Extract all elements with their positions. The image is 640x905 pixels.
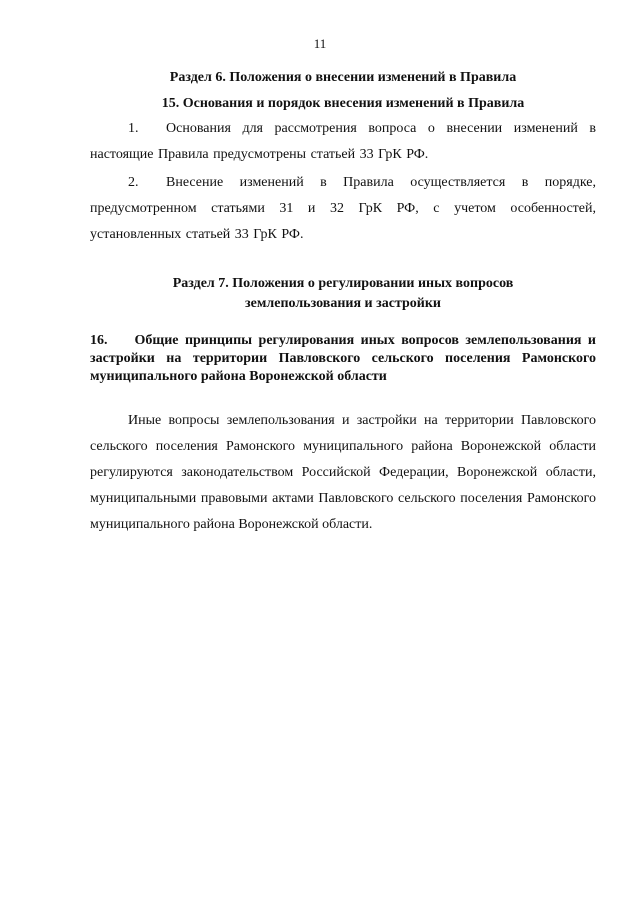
article-16-text: Иные вопросы землепользования и застройки на территории Павловского сельского поселения Рамонского муниципального района Воронежской области регулируются законодательством Российской Федерации, Воронежской области, муниципальными правовыми актами Павловского сельского поселения Рамонского муниципального района Воронежской области. (90, 413, 596, 532)
item-2-number: 2. (128, 175, 139, 190)
section-7-title (90, 274, 596, 314)
item-1-text: Основания для рассмотрения вопроса о внесении изменений в настоящие Правила предусмотрены статьей 33 ГрК РФ. (90, 121, 596, 162)
item-1-number: 1. (128, 121, 139, 136)
article-15-item-2 (90, 170, 596, 248)
item-2-text: Внесение изменений в Правила осуществляется в порядке, предусмотренном статьями 31 и 32 ГрК РФ, с учетом особенностей, установленных статьей 33 ГрК РФ. (90, 175, 596, 242)
page-number: 11 (313, 36, 327, 51)
article-15-item-1 (90, 116, 596, 168)
section-7-title-line-2: землепользования и застройки (245, 296, 441, 311)
article-15-title: 15. Основания и порядок внесения изменений в Правила (161, 96, 525, 111)
section-7-title-line-1: Раздел 7. Положения о регулировании иных вопросов (172, 276, 514, 291)
article-16-number: 16. (90, 333, 108, 348)
article-16-title (90, 332, 596, 386)
document-body (90, 64, 596, 538)
section-6-title: Раздел 6. Положения о внесении изменений в Правила (169, 70, 517, 85)
article-16-title-text: Общие принципы регулирования иных вопросов землепользования и застройки на территории Павловского сельского поселения Рамонского муниципального района Воронежской области (90, 333, 596, 384)
